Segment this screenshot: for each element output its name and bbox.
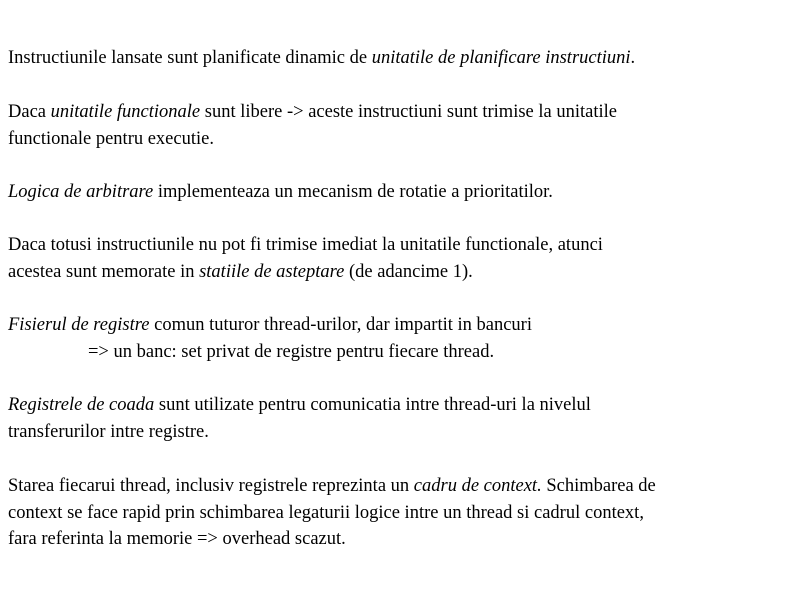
italic-term: cadru de context.: [413, 476, 542, 496]
text-line: Daca totusi instructiunile nu pot fi trimise imediat la unitatile functionale, atunci: [8, 235, 603, 255]
text-line: fara referinta la memorie => overhead scazut.: [8, 529, 346, 549]
text-run: Schimbarea de: [541, 476, 656, 496]
text-run: Daca: [8, 102, 51, 122]
text-run: Instructiunile lansate sunt planificate dinamic de: [8, 48, 372, 68]
text-line-indented: => un banc: set privat de registre pentru fiecare thread.: [88, 341, 495, 362]
italic-term: Fisierul de registre: [8, 315, 150, 335]
text-line: [8, 99, 794, 126]
paragraph-context-frame: [8, 473, 794, 553]
text-line: transferurilor intre registre.: [8, 421, 209, 442]
paragraph-arbitration-logic: [8, 179, 794, 206]
paragraph-functional-units: [8, 99, 794, 152]
italic-term: Logica de arbitrare: [8, 182, 154, 202]
paragraph-waiting-stations: [8, 232, 794, 285]
text-run: sunt utilizate pentru comunicatia intre thread-uri la nivelul: [154, 395, 591, 415]
text-run: implementeaza un mecanism de rotatie a prioritatilor.: [153, 182, 553, 202]
italic-term: Registrele de coada: [8, 395, 155, 415]
paragraph-register-file: [8, 312, 794, 365]
italic-term: unitatile functionale: [50, 102, 201, 122]
italic-term: statiile de asteptare: [199, 261, 345, 282]
text-line: [8, 392, 794, 419]
italic-term: unitatile de planificare instructiuni: [371, 48, 631, 68]
text-run: sunt libere -> aceste instructiuni sunt trimise la unitatile: [200, 102, 617, 122]
text-line: functionale pentru executie.: [8, 128, 214, 149]
text-run: (de adancime 1).: [344, 261, 473, 282]
paragraph-queue-registers: [8, 392, 794, 445]
text-line: context se face rapid prin schimbarea legaturii logice intre un thread si cadrul context,: [8, 502, 644, 523]
text-line: [8, 45, 794, 72]
text-line: [8, 259, 794, 286]
text-run: comun tuturor thread-urilor, dar impartit in bancuri: [149, 315, 532, 335]
text-run: Starea fiecarui thread, inclusiv registrele reprezinta un: [8, 476, 414, 496]
text-line: [8, 312, 794, 339]
text-run: .: [630, 48, 636, 68]
text-line: [8, 179, 794, 206]
text-line: [8, 473, 794, 500]
text-run: acestea sunt memorate in: [8, 261, 200, 282]
paragraph-dynamic-scheduling: [8, 45, 794, 72]
